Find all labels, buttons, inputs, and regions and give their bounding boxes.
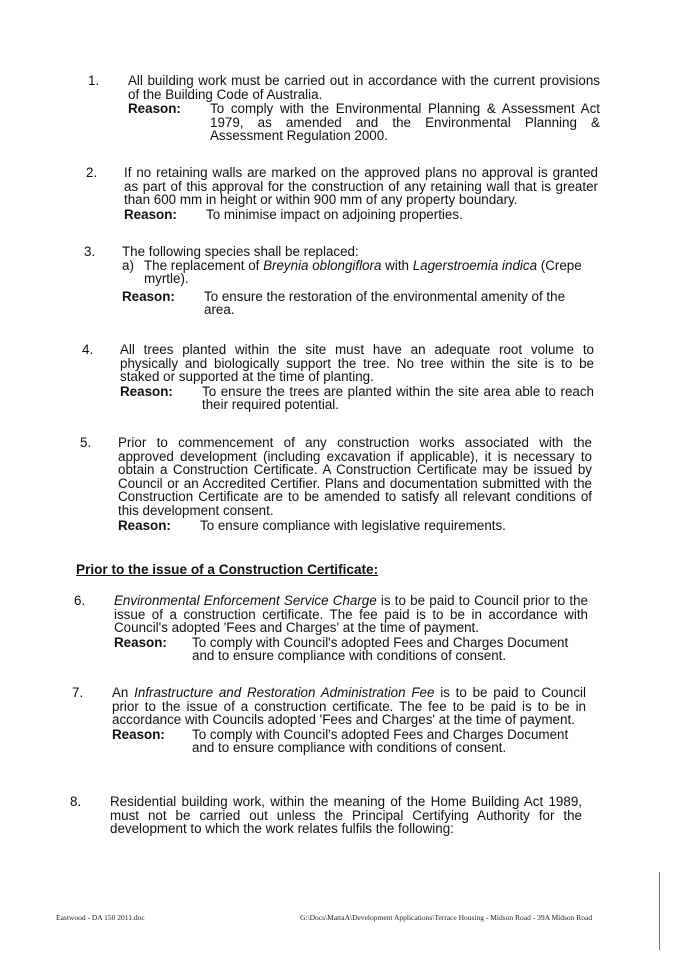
- sub-item-text: The replacement of Breynia oblongiflora with Lagerstroemia indica (Crepe myrtle).: [144, 257, 582, 287]
- margin-line: [659, 872, 660, 950]
- reason-text: To comply with Council's adopted Fees and Charges Document and to ensure compliance with conditions of consent.: [192, 726, 569, 756]
- condition-text: The following species shall be replaced:: [122, 244, 359, 259]
- reason-label: Reason:: [112, 726, 165, 742]
- item-number: 2.: [86, 165, 98, 180]
- reason-text: To comply with Council's adopted Fees and Charges Document and to ensure compliance with conditions of consent.: [192, 634, 569, 664]
- reason-label: Reason:: [122, 288, 175, 304]
- fee-name: Environmental Enforcement Service Charge: [114, 593, 377, 608]
- reason-text: To minimise impact on adjoining properties.: [206, 206, 463, 222]
- reason-row: [112, 728, 586, 755]
- reason-label: Reason:: [118, 517, 171, 533]
- reason-row: [122, 290, 596, 317]
- sub-item-a: [122, 259, 596, 286]
- condition-text: Prior to commencement of any construction works associated with the approved development (including excavation if applicable), it is necessary to obtain a Construction Certificate. A Construction Certificate may be issued by Council or an Accredited Certifier. Plans and documentation submitted with the Construction Certificate are to be amended to satisfy all relevant conditions of this development consent.: [118, 435, 592, 518]
- species-name: Lagerstroemia indica: [412, 257, 538, 273]
- reason-text: To comply with the Environmental Planning & Assessment Act 1979, as amended and the Environmental Planning & Assessment Regulation 2000.: [210, 101, 600, 144]
- condition-text: Environmental Enforcement Service Charge is to be paid to Council prior to the issue of a construction certificate. The fee paid is to be in accordance with Council's adopted 'Fees and Charges' at the time of payment.: [114, 593, 588, 636]
- reason-label: Reason:: [114, 634, 167, 650]
- reason-row: [128, 102, 600, 143]
- item-number: 6.: [74, 593, 86, 608]
- footer-path: G:\Docs\MattaA\Development Applications\Terrace Housing - Midson Road - 39A Midson Road: [300, 913, 593, 922]
- condition-text: Residential building work, within the meaning of the Home Building Act 1989, must not be carried out unless the Principal Certifying Authority for the development to which the work relates fulfils the following:: [110, 794, 582, 837]
- reason-text: To ensure compliance with legislative requirements.: [200, 517, 506, 533]
- reason-label: Reason:: [128, 101, 181, 117]
- item-number: 1.: [88, 73, 100, 88]
- reason-text: To ensure the trees are planted within the site area able to reach their required potential.: [202, 383, 594, 413]
- species-name: Breynia oblongiflora: [263, 257, 382, 273]
- sub-item-label: a): [122, 257, 134, 273]
- reason-text: To ensure the restoration of the environmental amenity of the area.: [204, 288, 566, 318]
- reason-label: Reason:: [120, 383, 173, 399]
- item-number: 3.: [84, 244, 96, 259]
- condition-text: All building work must be carried out in accordance with the current provisions of the Building Code of Australia.: [128, 73, 600, 102]
- item-number: 4.: [82, 342, 94, 357]
- reason-row: [120, 385, 594, 412]
- condition-text: An Infrastructure and Restoration Administration Fee is to be paid to Council prior to the issue of a construction certificate. The fee to be paid is to be in accordance with Councils adopted 'Fees and Charges' at the time of payment.: [112, 685, 586, 728]
- section-heading: Prior to the issue of a Construction Certificate:: [76, 562, 379, 577]
- reason-row: [114, 636, 588, 663]
- fee-name: Infrastructure and Restoration Administration Fee: [134, 685, 435, 700]
- item-number: 8.: [70, 794, 82, 809]
- footer-filename: Eastwood - DA 150 2011.doc: [56, 913, 145, 922]
- reason-label: Reason:: [124, 206, 177, 222]
- item-number: 7.: [72, 685, 84, 700]
- reason-row: [118, 519, 592, 533]
- item-number: 5.: [80, 435, 92, 450]
- reason-row: [124, 208, 598, 222]
- condition-text: All trees planted within the site must have an adequate root volume to physically and biologically support the tree. No tree within the site is to be staked or supported at the time of planting.: [120, 342, 594, 385]
- condition-text: If no retaining walls are marked on the approved plans no approval is granted as part of this approval for the construction of any retaining wall that is greater than 600 mm in height or within 900 mm of any property boundary.: [124, 165, 598, 208]
